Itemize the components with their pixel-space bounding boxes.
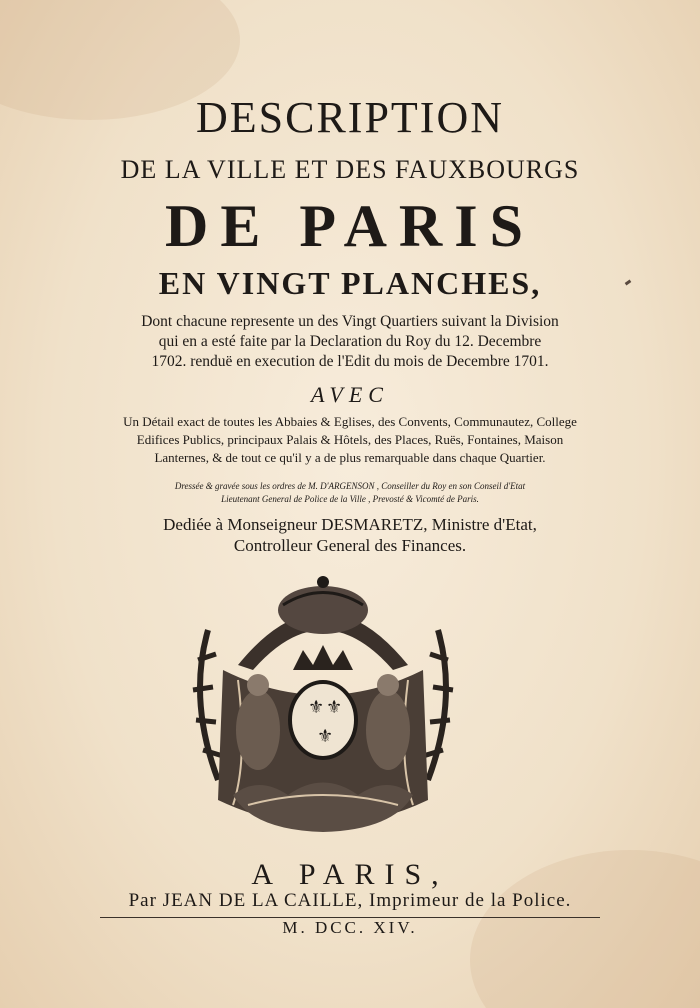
book-title: DESCRIPTION: [195, 93, 505, 142]
avec-heading: AVEC: [311, 382, 389, 407]
detail-line: Edifices Publics, principaux Palais & Hôtels, des Places, Ruës, Fontaines, Maison: [136, 432, 564, 447]
dedication-line: Controlleur General des Finances.: [233, 536, 467, 555]
svg-text:⚜: ⚜: [308, 697, 325, 718]
detail-line: Lanternes, & de tout ce qu'il y a de plus remarquable dans chaque Quartier.: [154, 450, 546, 465]
svg-text:⚜: ⚜: [317, 726, 334, 747]
svg-text:⚜: ⚜: [326, 697, 343, 718]
description-line: 1702. renduë en execution de l'Edit du mois de Decembre 1701.: [151, 353, 549, 370]
royal-arms-fleur-de-lis-icon: [178, 570, 468, 850]
plates-title: EN VINGT PLANCHES,: [158, 265, 542, 301]
description-line: qui en a esté faite par la Declaration du Roy du 12. Decembre: [158, 333, 542, 350]
engraving-line: Lieutenant General de Police de la Ville , Prevosté & Vicomté de Paris.: [221, 494, 479, 504]
imprint-place: A PARIS,: [251, 858, 449, 891]
engraving-line: Dressée & gravée sous les ordres de M. D'ARGENSON , Conseiller du Roy en son Conseil d'Etat: [174, 481, 526, 491]
detail-paragraph: [0, 413, 700, 467]
dedication: [0, 514, 700, 556]
city-title: DE PARIS: [165, 193, 535, 259]
description-line: Dont chacune represente un des Vingt Quartiers suivant la Division: [141, 313, 559, 330]
imprint-date: M. DCC. XIV.: [282, 918, 418, 937]
detail-line: Un Détail exact de toutes les Abbaies & Eglises, des Convents, Communautez, College: [123, 414, 577, 429]
dedication-line: Dediée à Monseigneur DESMARETZ, Ministre d'Etat,: [163, 515, 537, 534]
description-paragraph: [0, 312, 700, 372]
engraving-credit: [0, 480, 700, 506]
imprint-printer: Par JEAN DE LA CAILLE, Imprimeur de la Police.: [128, 890, 572, 911]
book-subtitle: DE LA VILLE ET DES FAUXBOURGS: [120, 155, 580, 184]
